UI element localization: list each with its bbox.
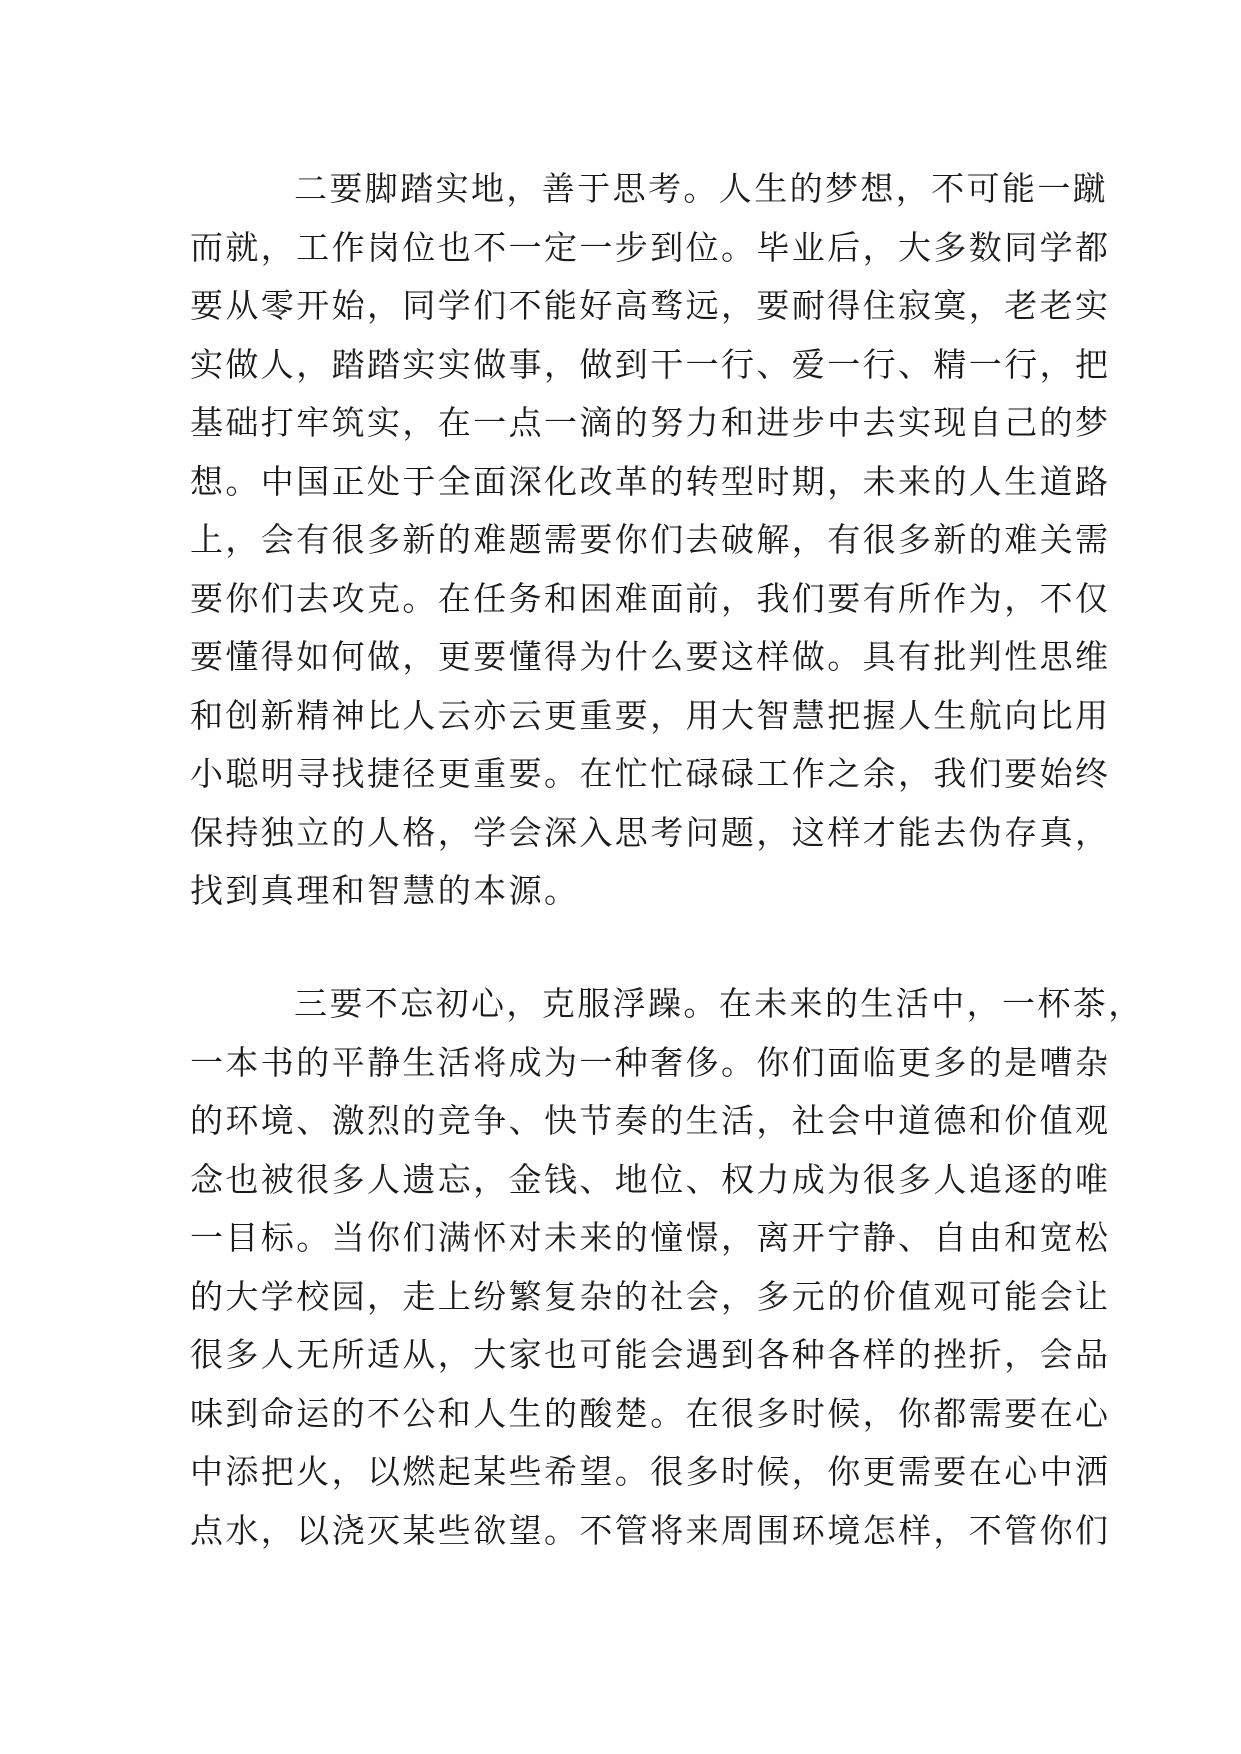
- paragraph-line: 很多人无所适从，大家也可能会遇到各种各样的挫折，会品: [190, 1335, 1111, 1374]
- paragraph-line: 味到命运的不公和人生的酸楚。在很多时候，你都需要在心: [190, 1393, 1111, 1433]
- paragraph-line: 一目标。当你们满怀对未来的憧憬，离开宁静、自由和宽松: [190, 1218, 1111, 1257]
- paragraph-line: 要你们去攻克。在任务和困难面前，我们要有所作为，不仅: [190, 578, 1111, 618]
- paragraph-line: 想。中国正处于全面深化改革的转型时期，未来的人生道路: [190, 461, 1111, 501]
- paragraph-line: 三要不忘初心，克服浮躁。在未来的生活中，一杯茶，: [294, 984, 1144, 1023]
- paragraph-line: 找到真理和智慧的本源。: [190, 871, 580, 910]
- paragraph-line: 和创新精神比人云亦云更重要，用大智慧把握人生航向比用: [190, 695, 1111, 735]
- paragraph-2: [190, 160, 1110, 921]
- paragraph-line: 念也被很多人遗忘，金钱、地位、权力成为很多人追逐的唯: [190, 1159, 1111, 1199]
- paragraph-line: 的环境、激烈的竞争、快节奏的生活，社会中道德和价值观: [190, 1101, 1111, 1140]
- paragraph-line: 小聪明寻找捷径更重要。在忙忙碌碌工作之余，我们要始终: [190, 754, 1111, 793]
- paragraph-line: 的大学校园，走上纷繁复杂的社会，多元的价值观可能会让: [190, 1276, 1111, 1316]
- paragraph-line: 而就，工作岗位也不一定一步到位。毕业后，大多数同学都: [190, 227, 1111, 267]
- paragraph-line: 一本书的平静生活将成为一种奢侈。你们面临更多的是嘈杂: [190, 1042, 1111, 1082]
- paragraph-line: 实做人，踏踏实实做事，做到干一行、爱一行、精一行，把: [190, 344, 1111, 384]
- paragraph-line: 二要脚踏实地，善于思考。人生的梦想，不可能一蹴: [294, 169, 1109, 208]
- paragraph-line: 要从零开始，同学们不能好高骛远，要耐得住寂寞，老老实: [190, 286, 1111, 325]
- paragraph-line: 点水，以浇灭某些欲望。不管将来周围环境怎样，不管你们: [190, 1510, 1111, 1550]
- paragraph-3: [190, 975, 1144, 1560]
- paragraph-line: 要懂得如何做，更要懂得为什么要这样做。具有批判性思维: [190, 637, 1111, 676]
- paragraph-line: 保持独立的人格，学会深入思考问题，这样才能去伪存真，: [190, 812, 1111, 852]
- paragraph-line: 上，会有很多新的难题需要你们去破解，有很多新的难关需: [190, 520, 1111, 559]
- paragraph-line: 中添把火，以燃起某些希望。很多时候，你更需要在心中洒: [190, 1452, 1111, 1491]
- paragraph-line: 基础打牢筑实，在一点一滴的努力和进步中去实现自己的梦: [190, 403, 1111, 442]
